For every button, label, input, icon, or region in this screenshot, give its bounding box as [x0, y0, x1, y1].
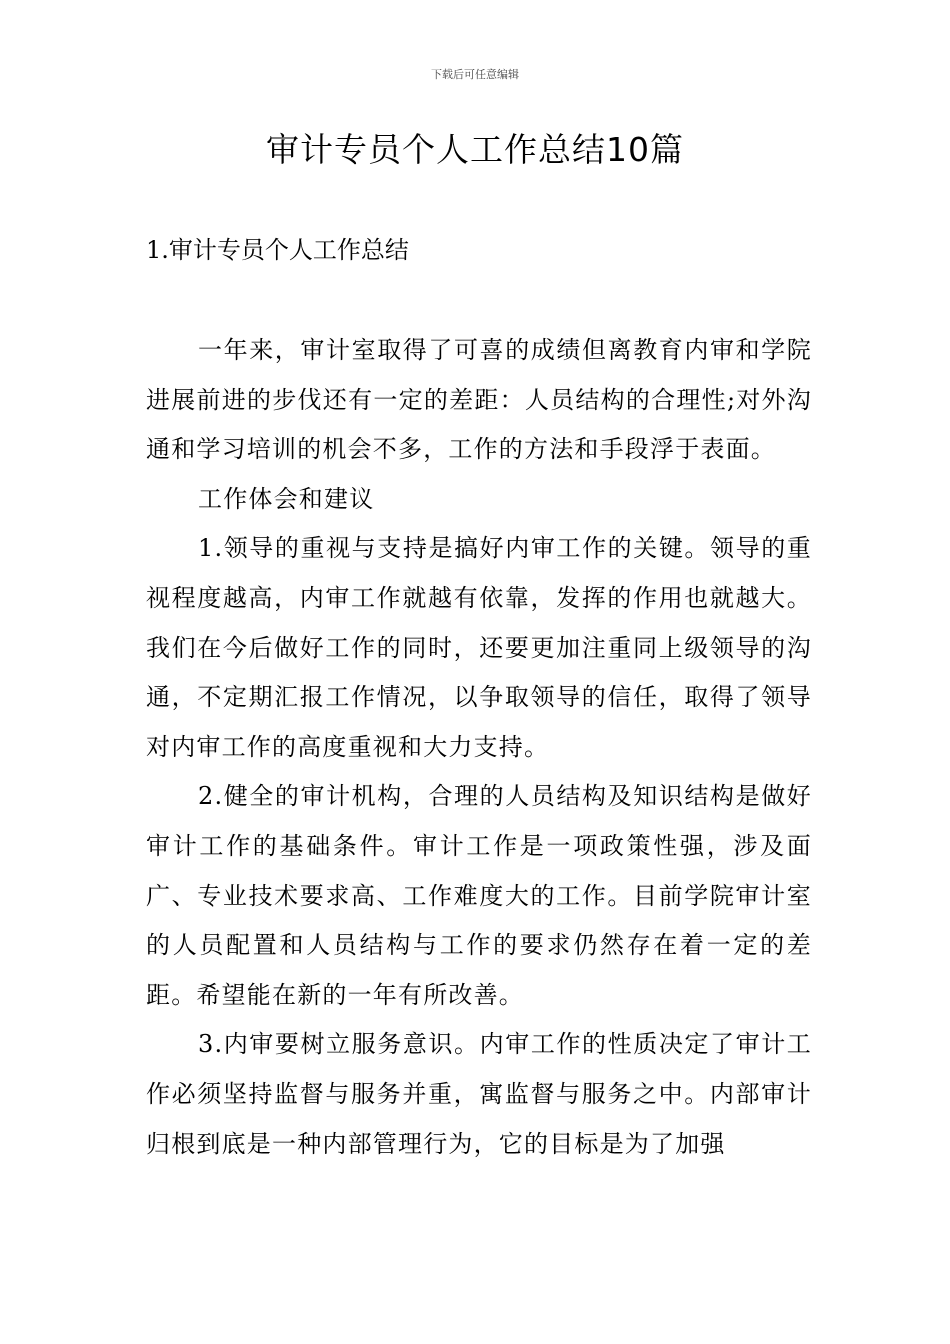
document-body [146, 326, 812, 1169]
paragraph-point-1: 1.领导的重视与支持是搞好内审工作的关键。领导的重视程度越高，内审工作就越有依靠，发挥的作用也就越大。我们在今后做好工作的同时，还要更加注重同上级领导的沟通，不定期汇报工作情况，以争取领导的信任，取得了领导对内审工作的高度重视和大力支持。 [146, 534, 812, 761]
paragraph-subheading: 工作体会和建议 [198, 484, 375, 513]
section-heading: 1.审计专员个人工作总结 [146, 236, 409, 264]
paragraph-point-3: 3.内审要树立服务意识。内审工作的性质决定了审计工作必须坚持监督与服务并重，寓监督与服务之中。内部审计归根到底是一种内部管理行为，它的目标是为了加强 [146, 1030, 812, 1158]
page-header-note: 下载后可任意编辑 [431, 68, 519, 81]
paragraph-point-2: 2.健全的审计机构，合理的人员结构及知识结构是做好审计工作的基础条件。审计工作是一项政策性强，涉及面广、专业技术要求高、工作难度大的工作。目前学院审计室的人员配置和人员结构与工作的要求仍然存在着一定的差距。希望能在新的一年有所改善。 [146, 782, 812, 1009]
document-title: 审计专员个人工作总结10篇 [266, 130, 684, 169]
paragraph-intro: 一年来，审计室取得了可喜的成绩但离教育内审和学院进展前进的步伐还有一定的差距：人员结构的合理性;对外沟通和学习培训的机会不多，工作的方法和手段浮于表面。 [146, 336, 812, 464]
